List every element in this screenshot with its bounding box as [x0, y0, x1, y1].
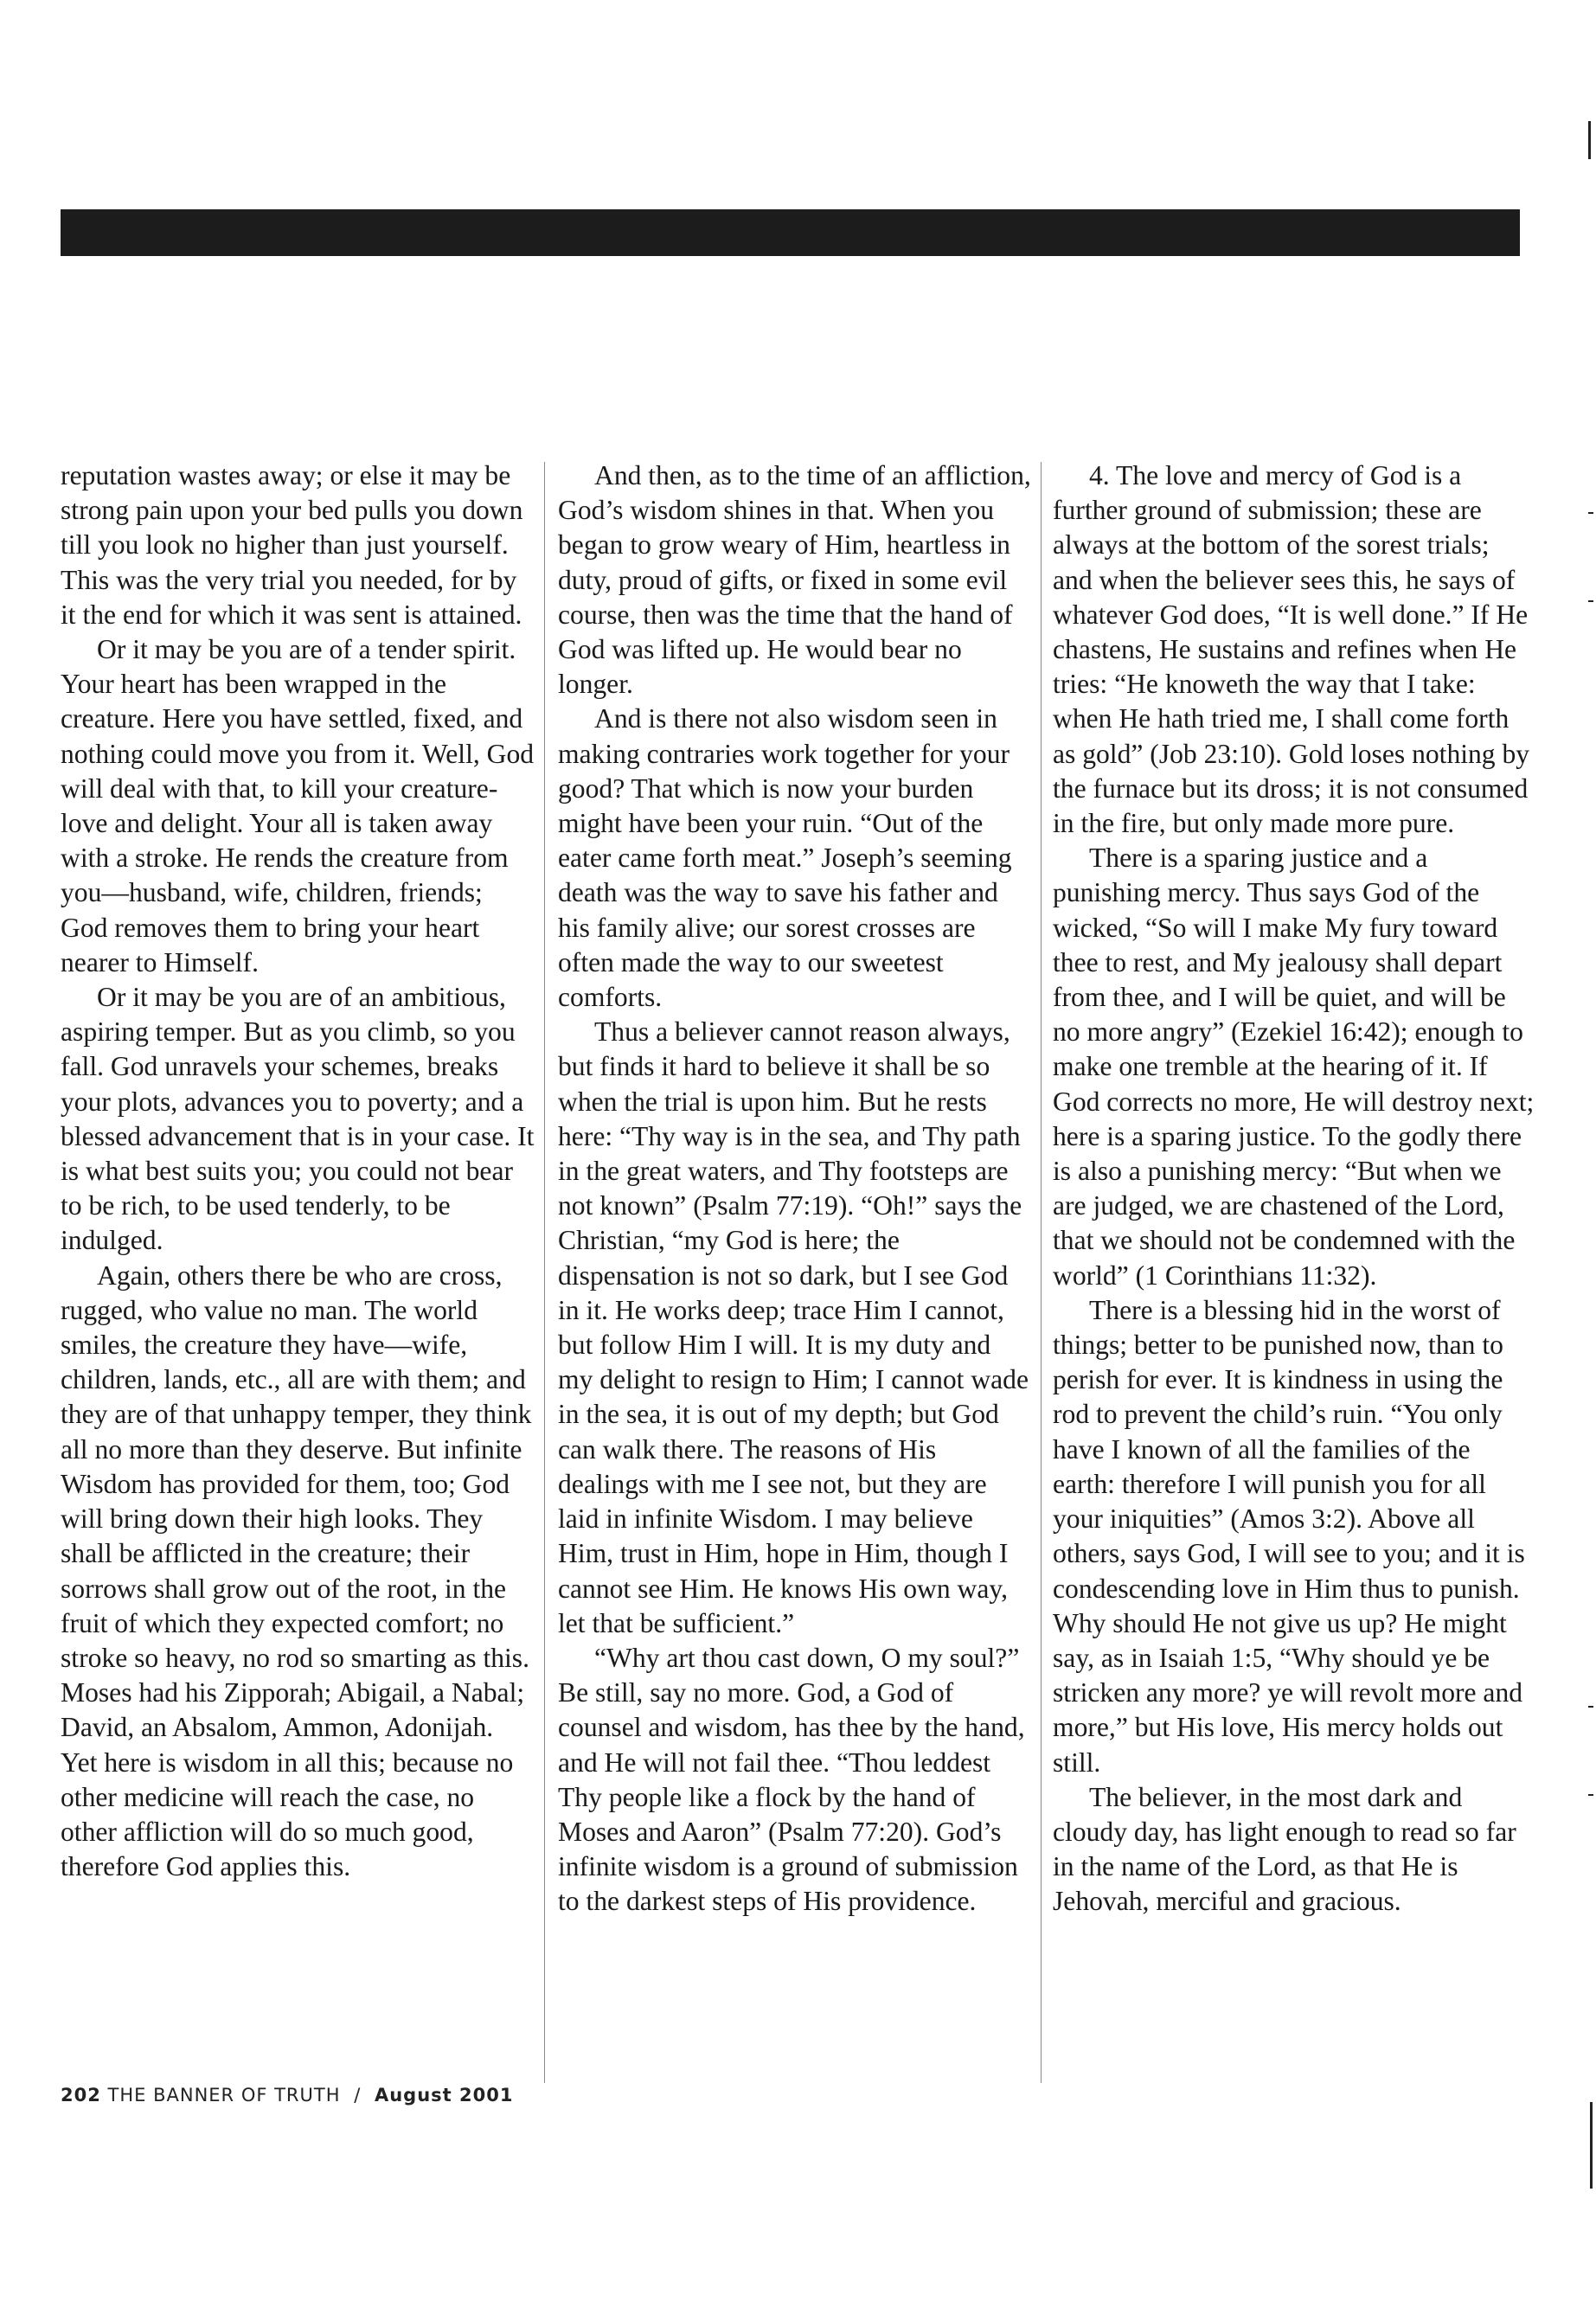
paragraph: There is a blessing hid in the worst of things; better to be punished now, than to perish for ever. It is kindness in using the rod to prevent the child’s ruin. “You only have I known of all the families of the earth: therefore I will punish you for all your iniquities” (Amos 3:2). Above all others, says God, I will see to you; and it is condescending love in Him thus to punish. Why should He not give us up? He might say, as in Isaiah 1:5, “Why should ye be stricken any more? ye will revolt more and more,” but His love, His mercy holds out still. — [1053, 1294, 1525, 1778]
text-column-1 — [61, 458, 535, 1884]
scan-mark — [1590, 2102, 1593, 2189]
paragraph: Or it may be you are of a tender spirit. Your heart has been wrapped in the creature. Here you have settled, fixed, and nothing could move you from it. Well, God will deal with that, to kill your creature-love and delight. Your all is taken away with a stroke. He rends the creature from you—husband, wife, children, friends; God removes them to bring your heart nearer to Himself. — [61, 634, 535, 977]
scan-mark — [1588, 512, 1593, 514]
scan-mark — [1588, 1794, 1593, 1796]
page-footer — [61, 2085, 513, 2106]
publication-name: THE BANNER OF TRUTH — [107, 2085, 341, 2106]
paragraph: And is there not also wisdom seen in making contraries work together for your good? That which is now your burden might have been your ruin. “Out of the eater came forth meat.” Joseph’s seeming death was the way to save his father and his family alive; our sorest crosses are often made the way to our sweetest comforts. — [558, 703, 1012, 1013]
header-bar — [61, 209, 1520, 256]
paragraph: Or it may be you are of an ambitious, aspiring temper. But as you climb, so you fall. God unravels your schemes, breaks your plots, advances you to poverty; and a blessed advancement that is in your case. It is what best suits you; you could not bear to be rich, to be used tenderly, to be indulged. — [61, 982, 535, 1256]
page-number: 202 — [61, 2085, 101, 2106]
paragraph: The believer, in the most dark and cloudy day, has light enough to read so far in the name of the Lord, as that He is Jehovah, merciful and gracious. — [1053, 1781, 1516, 1917]
text-column-3 — [1053, 458, 1535, 1920]
paragraph: Again, others there be who are cross, rugged, who value no man. The world smiles, the creature they have—wife, children, lands, etc., all are with them; and they are of that unhappy temper, they think all no more than they deserve. But infinite Wisdom has provided for them, too; God will bring down their high looks. They shall be afflicted in the creature; their sorrows shall grow out of the root, in the fruit of which they expected comfort; no stroke so heavy, no rod so smarting as this. Moses had his Zipporah; Abigail, a Nabal; David, an Absalom, Ammon, Adonijah. Yet here is wisdom in all this; because no other medicine will reach the case, no other affliction will do so much good, therefore God applies this. — [61, 1259, 532, 1882]
footer-separator: / — [354, 2085, 362, 2106]
scan-mark — [1588, 121, 1591, 159]
scan-mark — [1588, 600, 1593, 602]
paragraph: Thus a believer cannot reason always, but finds it hard to believe it shall be so when the trial is upon him. But he rests here: “Thy way is in the sea, and Thy path in the great waters, and Thy footsteps are not known” (Psalm 77:19). “Oh!” says the Christian, “my God is here; the dispensation is not so dark, but I see God in it. He works deep; trace Him I cannot, but follow Him I will. It is my duty and my delight to resign to Him; I cannot wade in the sea, it is out of my depth; but God can walk there. The reasons of His dealings with me I see not, but they are laid in infinite Wisdom. I may believe Him, trust in Him, hope in Him, though I cannot see Him. He knows His own way, let that be sufficient.” — [558, 1016, 1029, 1638]
issue-date: August 2001 — [374, 2085, 514, 2106]
paragraph: And then, as to the time of an affliction, God’s wisdom shines in that. When you began to grow weary of Him, heartless in duty, proud of gifts, or fixed in some evil course, then was the time that the hand of God was lifted up. He would bear no longer. — [558, 460, 1031, 700]
paragraph: “Why art thou cast down, O my soul?” Be still, say no more. God, a God of counsel and wisdom, has thee by the hand, and He will not fail thee. “Thou leddest Thy people like a flock by the hand of Moses and Aaron” (Psalm 77:20). God’s infinite wisdom is a ground of submission to the darkest steps of His providence. — [558, 1642, 1025, 1917]
column-divider — [1041, 462, 1042, 2083]
paragraph: 4. The love and mercy of God is a further ground of submission; these are always at the bottom of the sorest trials; and when the believer sees this, he says of whatever God does, “It is well done.” If He chastens, He sustains and refines when He tries: “He knoweth the way that I take: when He hath tried me, I shall come forth as gold” (Job 23:10). Gold loses nothing by the furnace but its dross; it is not consumed in the fire, but only made more pure. — [1053, 460, 1530, 839]
scan-mark — [1588, 1706, 1593, 1708]
column-divider — [544, 462, 545, 2083]
text-column-2 — [558, 458, 1032, 1920]
paragraph: There is a sparing justice and a punishing mercy. Thus says God of the wicked, “So will I make My fury toward thee to rest, and My jealousy shall depart from thee, and I will be quiet, and will be no more angry” (Ezekiel 16:42); enough to make one tremble at the hearing of it. If God corrects no more, He will destroy next; here is a sparing justice. To the godly there is also a punishing mercy: “But when we are judged, we are chastened of the Lord, that we should not be condemned with the world” (1 Corinthians 11:32). — [1053, 843, 1535, 1291]
paragraph: reputation wastes away; or else it may be strong pain upon your bed pulls you down till you look no higher than just yourself. This was the very trial you needed, for by it the end for which it was sent is attained. — [61, 460, 523, 630]
